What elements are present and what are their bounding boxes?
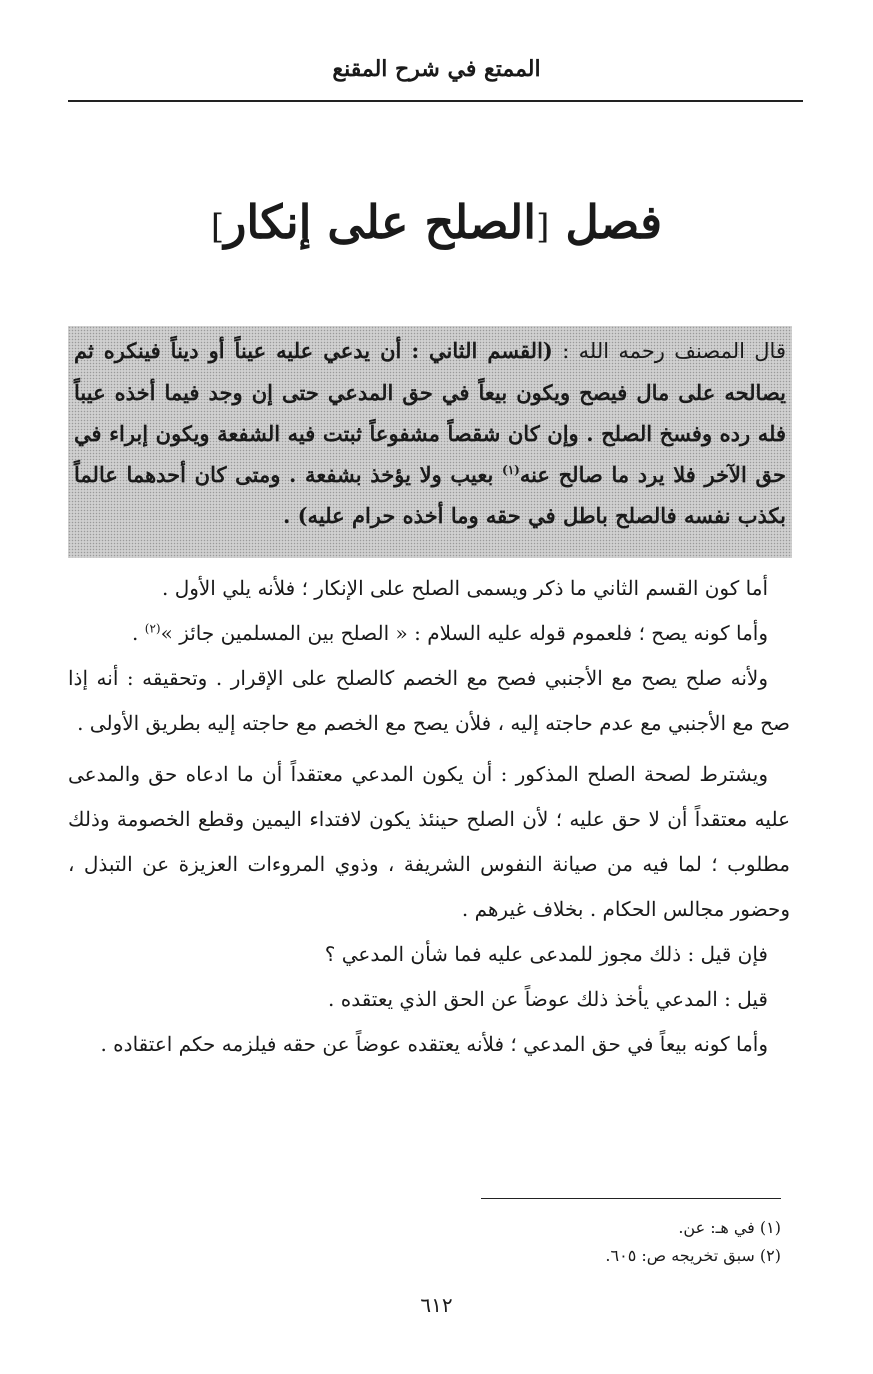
footnote-1: (١) في هـ: عن. xyxy=(678,1218,781,1237)
footnote-divider xyxy=(481,1198,781,1199)
chapter-prefix: فصل xyxy=(565,195,663,249)
chapter-heading xyxy=(0,195,873,249)
matn-text-part-1: (القسم الثاني : أن يدعي عليه عيناً أو ديناً فينكره ثم يصالحه على مال فيصح ويكون بيعاً في حق المدعي حتى إن وجد فيما أخذه عيباً فله رده وفسخ الصلح . وإن كان شقصاً مشفوعاً ثبتت فيه الشفعة ويكون إبراء في حق الآخر فلا يرد ما صالح عنه xyxy=(74,338,786,487)
matn-shaded-block xyxy=(68,326,792,558)
commentary-body xyxy=(68,566,790,1067)
footnotes xyxy=(81,1214,781,1270)
footnote-2: (٢) سبق تخريجه ص: ٦٠٥. xyxy=(605,1246,781,1265)
running-header-title: الممتع في شرح المقنع xyxy=(332,56,541,82)
header-divider xyxy=(68,100,803,102)
paragraph-6: قيل : المدعي يأخذ ذلك عوضاً عن الحق الذي يعتقده . xyxy=(328,987,768,1011)
matn-text-part-2: بعيب ولا يؤخذ بشفعة . ومتى كان أحدهما عالماً بكذب نفسه فالصلح باطل في حقه وما أخذه حرام عليه) . xyxy=(74,462,786,528)
paragraph-2 xyxy=(68,611,790,656)
page-number: ٦١٢ xyxy=(420,1293,453,1317)
chapter-title: الصلح على إنكار xyxy=(224,195,537,249)
paragraph-2-text: وأما كونه يصح ؛ فلعموم قوله عليه السلام : « الصلح بين المسلمين جائز » xyxy=(160,621,768,645)
paragraph-1: أما كون القسم الثاني ما ذكر ويسمى الصلح على الإنكار ؛ فلأنه يلي الأول . xyxy=(162,576,768,600)
paragraph-3: ولأنه صلح يصح مع الأجنبي فصح مع الخصم كالصلح على الإقرار . وتحقيقه : أنه إذا صح مع الأجنبي مع عدم حاجته إليه ، فلأن يصح مع الخصم مع حاجته إليه بطريق الأولى . xyxy=(68,666,790,735)
matn-speaker: قال المصنف رحمه الله : xyxy=(552,339,786,363)
paragraph-5: فإن قيل : ذلك مجوز للمدعى عليه فما شأن المدعي ؟ xyxy=(324,942,768,966)
footnote-ref-2: (٢) xyxy=(144,621,161,636)
chapter-close-bracket: ] xyxy=(210,207,225,247)
paragraph-2-end: . xyxy=(132,621,145,645)
paragraph-7: وأما كونه بيعاً في حق المدعي ؛ فلأنه يعتقده عوضاً عن حقه فيلزمه حكم اعتقاده . xyxy=(100,1032,768,1056)
paragraph-4: ويشترط لصحة الصلح المذكور : أن يكون المدعي معتقداً أن ما ادعاه حق والمدعى عليه معتقداً أن لا حق عليه ؛ لأن الصلح حينئذ يكون لافتداء اليمين وقطع الخصومة وذلك مطلوب ؛ لما فيه من صيانة النفوس الشريفة ، وذوي المروءات العزيزة عن التبذل ، وحضور مجالس الحكام . بخلاف غيرهم . xyxy=(68,762,790,921)
footnote-ref-1: (١) xyxy=(502,463,520,477)
chapter-open-bracket: [ xyxy=(536,207,550,247)
